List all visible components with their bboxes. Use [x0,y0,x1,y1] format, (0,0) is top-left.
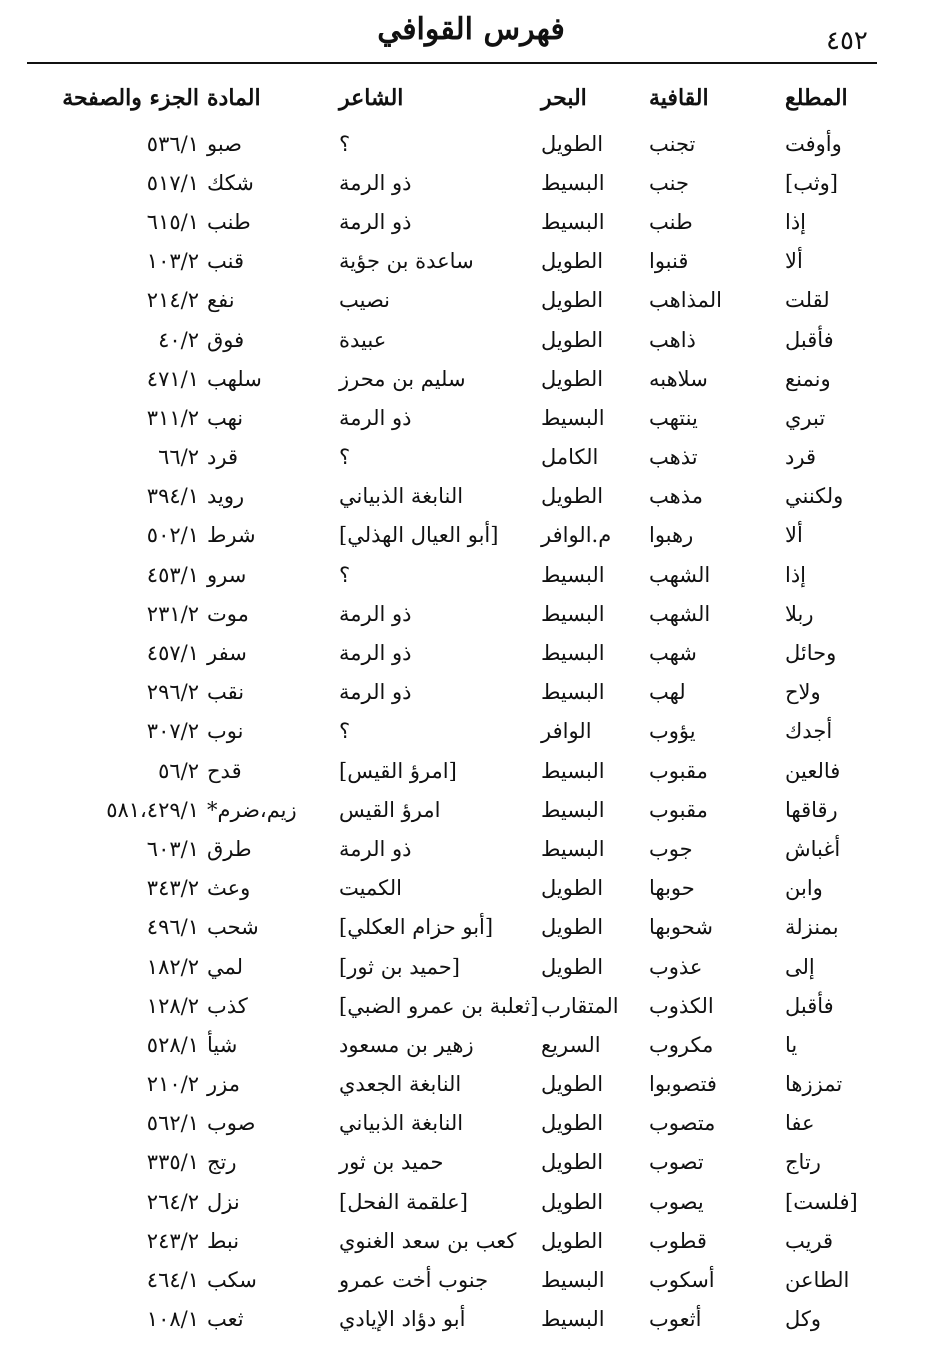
cell-shair: ذو الرمة [339,641,412,666]
table-row [27,281,877,320]
cell-madda: قرد [207,445,238,470]
cell-bahr: الطويل [541,1111,604,1136]
table-row [27,320,877,359]
cell-shair: النابغة الجعدي [339,1072,462,1097]
cell-qafiya: رهبوا [649,523,694,548]
table-body [27,124,877,1339]
cell-madda: نفع [207,288,235,313]
cell-shair: النابغة الذبياني [339,484,464,509]
cell-shair: [أبو العيال الهذلي] [339,523,499,548]
cell-qafiya: جنب [649,170,689,195]
cell-matla: وحائل [785,641,837,666]
cell-juz: ٣٠٧/٢ [146,719,199,744]
table-row [27,790,877,829]
cell-qafiya: جوب [649,836,693,861]
cell-qafiya: متصوب [649,1111,716,1136]
cell-shair: ذو الرمة [339,836,412,861]
cell-matla: بمنزلة [785,915,839,940]
cell-matla: فأقبل [785,327,834,352]
cell-matla: ألا [785,249,803,274]
cell-qafiya: طنب [649,209,693,234]
cell-matla: إذا [785,562,807,587]
cell-juz: ١٠٨/١ [146,1307,199,1332]
cell-juz: ٥٠٢/١ [146,523,199,548]
cell-bahr: البسيط [541,1307,605,1332]
cell-matla: وكل [785,1307,822,1332]
cell-shair: ؟ [339,719,351,744]
cell-shair: جنوب أخت عمرو [339,1268,489,1293]
cell-bahr: البسيط [541,170,605,195]
cell-matla: تمززها [785,1072,843,1097]
table-row [27,869,877,908]
cell-juz: ٥٦/٢ [158,758,199,783]
cell-bahr: الطويل [541,366,604,391]
cell-madda: شحب [207,915,259,940]
cell-bahr: الطويل [541,131,604,156]
cell-qafiya: قطوب [649,1228,707,1253]
cell-matla: وأوفت [785,131,842,156]
cell-madda: نهب [207,405,244,430]
cell-bahr: البسيط [541,758,605,783]
cell-qafiya: مذهب [649,484,703,509]
cell-matla: إذا [785,209,807,234]
table-row [27,1104,877,1143]
table-row [27,516,877,555]
cell-madda: سرو [207,562,247,587]
table-row [27,712,877,751]
table-row [27,1221,877,1260]
cell-madda: شيأ [207,1032,238,1057]
cell-shair: أبو دؤاد الإيادي [339,1307,466,1332]
cell-madda: قنب [207,249,244,274]
table-row [27,202,877,241]
cell-qafiya: تجنب [649,131,696,156]
cell-matla: عفا [785,1111,815,1136]
cell-juz: ٣١١/٢ [146,405,199,430]
cell-qafiya: ذاهب [649,327,696,352]
cell-madda: شكك [207,170,254,195]
cell-madda: سلهب [207,366,262,391]
cell-matla: قريب [785,1228,834,1253]
cell-qafiya: سلاهبه [649,366,708,391]
table-row [27,1300,877,1339]
cell-bahr: الطويل [541,1228,604,1253]
cell-madda: طرق [207,836,252,861]
cell-madda: زيم،ضرم* [207,797,297,822]
table-row [27,1025,877,1064]
column-header-bahr: البحر [541,85,587,111]
cell-qafiya: شحوبها [649,915,713,940]
table-row [27,829,877,868]
cell-matla: [وثب] [785,170,838,195]
table-row [27,359,877,398]
cell-juz: ٦٠٣/١ [146,836,199,861]
cell-qafiya: تصوب [649,1150,704,1175]
cell-shair: ساعدة بن جؤية [339,249,474,274]
table-row [27,986,877,1025]
column-header-juz: الجزء والصفحة [62,85,199,111]
cell-matla: أجدك [785,719,833,744]
cell-shair: ذو الرمة [339,680,412,705]
cell-bahr: المتقارب [541,993,619,1018]
cell-shair: [أبو حزام العكلي] [339,915,494,940]
cell-matla: قرد [785,445,816,470]
cell-matla: ونمنع [785,366,831,391]
cell-shair: عبيدة [339,327,387,352]
cell-qafiya: أثعوب [649,1307,702,1332]
cell-juz: ٢١٠/٢ [146,1072,199,1097]
cell-madda: صبو [207,131,243,156]
cell-bahr: البسيط [541,797,605,822]
cell-qafiya: مكروب [649,1032,714,1057]
table-row [27,1065,877,1104]
cell-shair: كعب بن سعد الغنوي [339,1228,517,1253]
table-row [27,673,877,712]
cell-madda: فوق [207,327,245,352]
cell-matla: ولكنني [785,484,844,509]
cell-matla: رقاقها [785,797,838,822]
table-row [27,242,877,281]
cell-madda: صوب [207,1111,256,1136]
cell-bahr: الوافر [541,719,592,744]
cell-matla: وابن [785,876,823,901]
cell-juz: ٥٦٢/١ [146,1111,199,1136]
header-divider [27,62,877,64]
cell-juz: ٤٠/٢ [158,327,199,352]
table-row [27,594,877,633]
cell-matla: [فلست] [785,1189,858,1214]
cell-qafiya: مقبوب [649,758,708,783]
cell-bahr: الطويل [541,1189,604,1214]
cell-bahr: م.الوافر [541,523,612,548]
cell-juz: ٢٣١/٢ [146,601,199,626]
cell-qafiya: شهب [649,641,697,666]
table-row [27,1143,877,1182]
cell-shair: [حميد بن ثور] [339,954,460,979]
cell-madda: نقب [207,680,245,705]
cell-madda: رويد [207,484,245,509]
cell-matla: ربلا [785,601,814,626]
cell-shair: [علقمة الفحل] [339,1189,468,1214]
cell-bahr: الطويل [541,876,604,901]
cell-bahr: الطويل [541,484,604,509]
column-header-shair: الشاعر [339,85,404,111]
cell-madda: كذب [207,993,248,1018]
cell-madda: رتج [207,1150,237,1175]
cell-shair: ذو الرمة [339,170,412,195]
cell-shair: ؟ [339,445,351,470]
cell-juz: ١٢٨/٢ [146,993,199,1018]
cell-qafiya: عذوب [649,954,703,979]
cell-juz: ٢١٤/٢ [146,288,199,313]
cell-juz: ٤٦٤/١ [146,1268,199,1293]
cell-qafiya: تذهب [649,445,698,470]
cell-bahr: البسيط [541,680,605,705]
cell-shair: [ثعلبة بن عمرو الضبي] [339,993,539,1018]
cell-juz: ٦٦/٢ [158,445,199,470]
table-row [27,124,877,163]
cell-juz: ٤٧١/١ [146,366,199,391]
cell-juz: ٤٥٧/١ [146,641,199,666]
cell-bahr: البسيط [541,1268,605,1293]
cell-madda: سكب [207,1268,257,1293]
cell-bahr: الطويل [541,915,604,940]
cell-madda: طنب [207,209,251,234]
column-header-matla: المطلع [785,85,848,111]
cell-bahr: الطويل [541,327,604,352]
cell-bahr: البسيط [541,562,605,587]
cell-bahr: البسيط [541,836,605,861]
cell-matla: رتاج [785,1150,821,1175]
table-row [27,633,877,672]
cell-juz: ٢٦٤/٢ [146,1189,199,1214]
cell-qafiya: المذاهب [649,288,722,313]
cell-qafiya: حوبها [649,876,695,901]
cell-shair: سليم بن محرز [339,366,466,391]
column-header-qafiya: القافية [649,85,709,111]
cell-bahr: البسيط [541,601,605,626]
cell-juz: ٥١٧/١ [146,170,199,195]
cell-shair: الكميت [339,876,402,901]
cell-matla: إلى [785,954,815,979]
cell-madda: نوب [207,719,244,744]
table-row [27,477,877,516]
cell-madda: ثعب [207,1307,244,1332]
cell-qafiya: قنبوا [649,249,689,274]
cell-qafiya: يصوب [649,1189,704,1214]
cell-matla: ألا [785,523,803,548]
table-row [27,163,877,202]
cell-madda: نزل [207,1189,240,1214]
cell-juz: ٥٢٨/١ [146,1032,199,1057]
cell-madda: قدح [207,758,242,783]
page-header [0,0,942,62]
cell-bahr: الطويل [541,288,604,313]
page-title: فهرس القوافي [377,12,565,47]
table-row [27,398,877,437]
cell-shair: ذو الرمة [339,601,412,626]
cell-juz: ٣٤٣/٢ [146,876,199,901]
cell-qafiya: يؤوب [649,719,696,744]
cell-shair: ذو الرمة [339,405,412,430]
cell-shair: نصيب [339,288,391,313]
cell-matla: تبري [785,405,826,430]
cell-juz: ٣٩٤/١ [146,484,199,509]
table-row [27,1260,877,1299]
cell-qafiya: أسكوب [649,1268,715,1293]
cell-shair: ذو الرمة [339,209,412,234]
cell-bahr: الطويل [541,954,604,979]
cell-bahr: البسيط [541,405,605,430]
cell-juz: ٢٤٣/٢ [146,1228,199,1253]
cell-matla: يا [785,1032,798,1057]
cell-bahr: الطويل [541,1150,604,1175]
cell-bahr: البسيط [541,641,605,666]
cell-juz: ٤٩٦/١ [146,915,199,940]
cell-matla: فأقبل [785,993,834,1018]
cell-matla: أغباش [785,836,841,861]
cell-qafiya: الكذوب [649,993,714,1018]
cell-juz: ١٨٢/٢ [146,954,199,979]
cell-madda: سفر [207,641,247,666]
table-row [27,438,877,477]
cell-matla: ولاح [785,680,821,705]
cell-bahr: الطويل [541,1072,604,1097]
page-number: ٤٥٢ [826,26,868,56]
cell-matla: لقلت [785,288,830,313]
cell-juz: ١٠٣/٢ [146,249,199,274]
cell-juz: ٦١٥/١ [146,209,199,234]
cell-madda: وعث [207,876,251,901]
rhymes-index-table [27,72,877,1339]
cell-shair: ؟ [339,131,351,156]
cell-qafiya: الشهب [649,562,711,587]
cell-qafiya: ينتهب [649,405,698,430]
cell-madda: شرط [207,523,256,548]
cell-juz: ٤٥٣/١ [146,562,199,587]
table-row [27,908,877,947]
table-row [27,1182,877,1221]
cell-matla: الطاعن [785,1268,850,1293]
cell-bahr: البسيط [541,209,605,234]
cell-shair: حميد بن ثور [339,1150,444,1175]
table-header-row [27,72,877,124]
table-row [27,947,877,986]
cell-shair: ؟ [339,562,351,587]
cell-juz: ٥٣٦/١ [146,131,199,156]
table-row [27,751,877,790]
cell-shair: امرؤ القيس [339,797,441,822]
cell-bahr: السريع [541,1032,601,1057]
cell-qafiya: مقبوب [649,797,708,822]
cell-bahr: الكامل [541,445,599,470]
cell-juz: ٢٩٦/٢ [146,680,199,705]
cell-qafiya: فتصوبوا [649,1072,717,1097]
cell-madda: لمي [207,954,244,979]
cell-shair: [امرؤ القيس] [339,758,457,783]
cell-juz: ٥٨١،٤٢٩/١ [106,797,199,822]
cell-madda: مزر [207,1072,240,1097]
cell-madda: نبط [207,1228,240,1253]
cell-qafiya: الشهب [649,601,711,626]
cell-madda: موت [207,601,249,626]
cell-juz: ٣٣٥/١ [146,1150,199,1175]
column-header-madda: المادة [207,85,261,111]
cell-shair: زهير بن مسعود [339,1032,474,1057]
cell-shair: النابغة الذبياني [339,1111,464,1136]
cell-bahr: الطويل [541,249,604,274]
cell-matla: فالعين [785,758,841,783]
table-row [27,555,877,594]
cell-qafiya: لهب [649,680,686,705]
